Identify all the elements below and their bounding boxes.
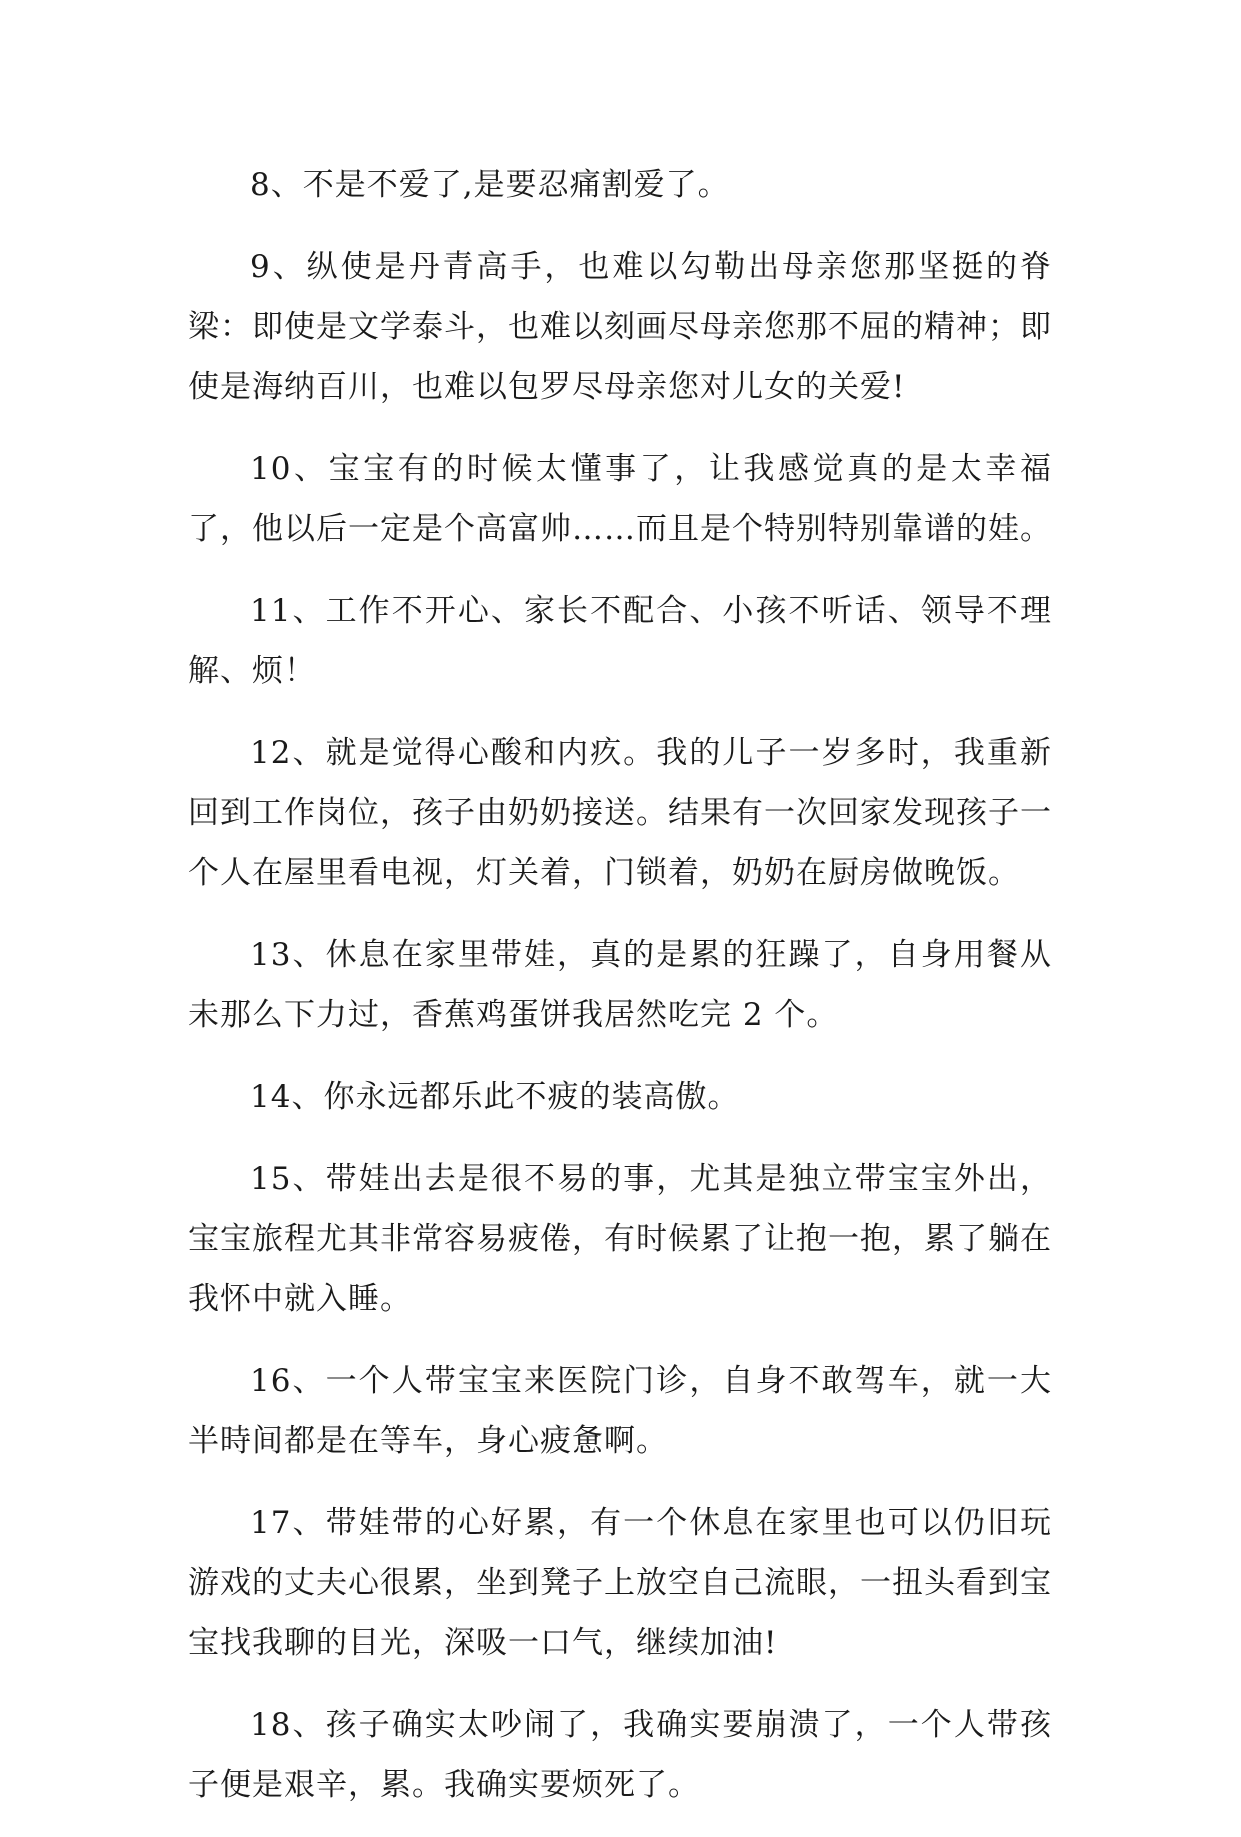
paragraph-11: 11、工作不开心、家长不配合、小孩不听话、领导不理解、烦！ <box>188 593 1052 689</box>
paragraph-8: 8、不是不爱了,是要忍痛割爱了。 <box>250 167 730 203</box>
paragraph-16: 16、一个人带宝宝来医院门诊，自身不敢驾车，就一大半時间都是在等车，身心疲惫啊。 <box>188 1363 1052 1459</box>
paragraph-18: 18、孩子确实太吵闹了，我确实要崩溃了，一个人带孩子便是艰辛，累。我确实要烦死了。 <box>188 1707 1052 1803</box>
document-body <box>188 155 1052 1837</box>
paragraph-17: 17、带娃带的心好累，有一个休息在家里也可以仍旧玩游戏的丈夫心很累，坐到凳子上放空自己流眼，一扭头看到宝宝找我聊的目光，深吸一口气，继续加油! <box>188 1505 1052 1661</box>
paragraph-9: 9、纵使是丹青高手，也难以勾勒出母亲您那坚挺的脊梁：即使是文学泰斗，也难以刻画尽母亲您那不屈的精神；即使是海纳百川，也难以包罗尽母亲您对儿女的关爱! <box>188 249 1052 405</box>
paragraph-14: 14、你永远都乐此不疲的装高傲。 <box>250 1079 740 1115</box>
paragraph-15: 15、带娃出去是很不易的事，尤其是独立带宝宝外出，宝宝旅程尤其非常容易疲倦，有时候累了让抱一抱，累了躺在我怀中就入睡。 <box>188 1161 1052 1317</box>
paragraph-12: 12、就是觉得心酸和内疚。我的儿子一岁多时，我重新回到工作岗位，孩子由奶奶接送。结果有一次回家发现孩子一个人在屋里看电视，灯关着，门锁着，奶奶在厨房做晚饭。 <box>188 735 1052 891</box>
paragraph-13: 13、休息在家里带娃，真的是累的狂躁了，自身用餐从未那么下力过，香蕉鸡蛋饼我居然吃完 2 个。 <box>188 937 1052 1033</box>
paragraph-10: 10、宝宝有的时候太懂事了，让我感觉真的是太幸福了，他以后一定是个高富帅……而且是个特别特别靠谱的娃。 <box>188 451 1052 547</box>
